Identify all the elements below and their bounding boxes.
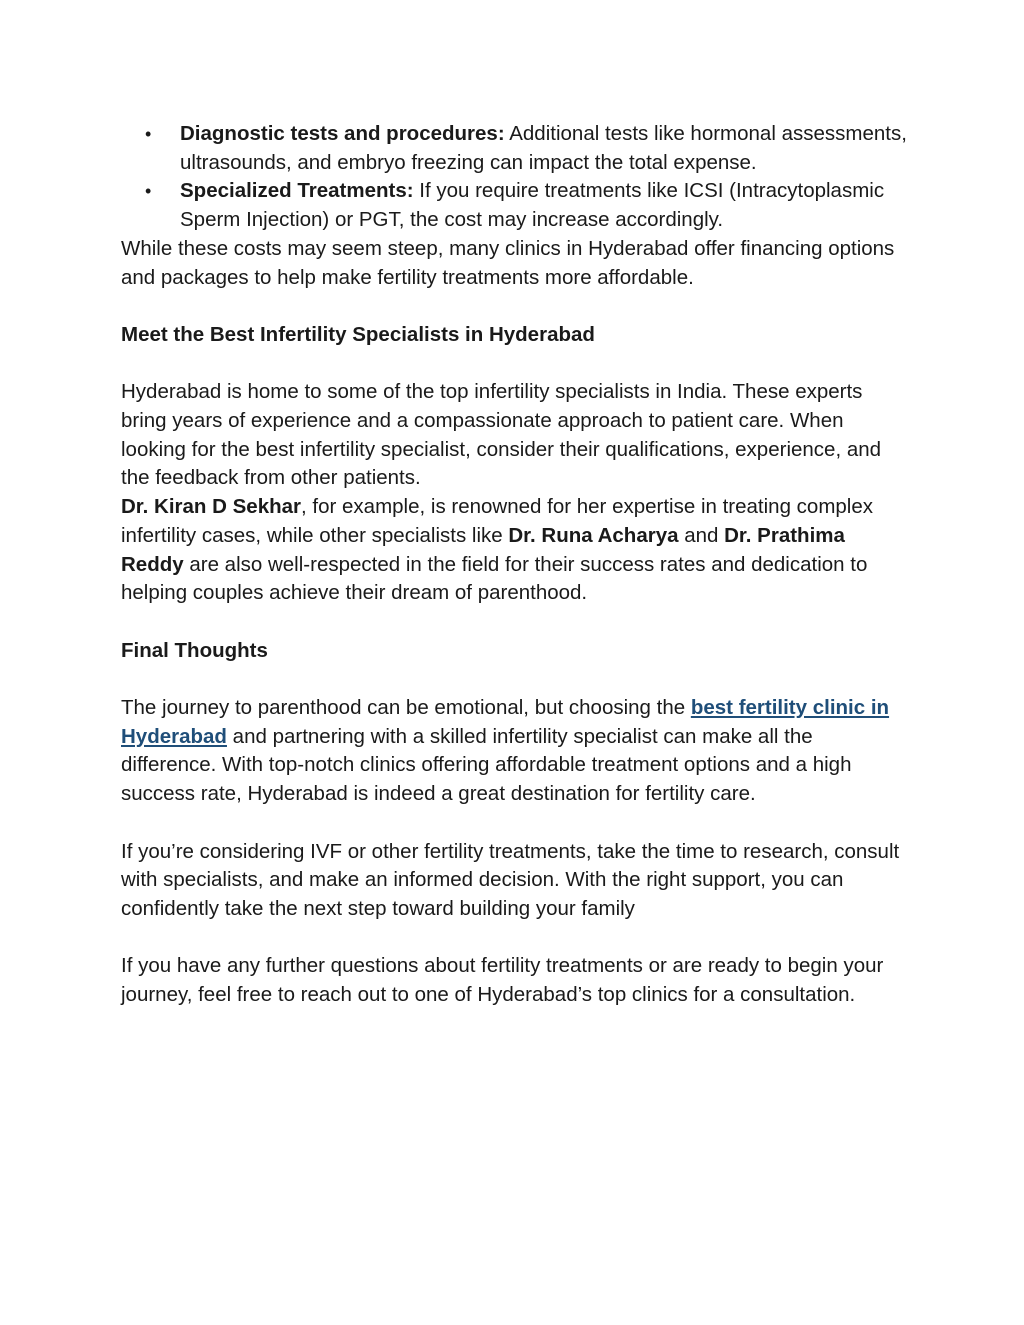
spacer: [121, 924, 911, 953]
specialists-intro-paragraph: Hyderabad is home to some of the top infertility specialists in India. These experts bring years of experience and a compassionate approach to patient care. When looking for the best infertility specialist, consider their qualifications, experience, and the feedback from other patients.: [121, 380, 882, 490]
specialists-heading: Meet the Best Infertility Specialists in Hyderabad: [121, 322, 595, 346]
final-thoughts-heading: Final Thoughts: [121, 638, 268, 662]
document-page: [121, 120, 911, 1010]
paragraph-text: and: [678, 523, 725, 547]
doctor-name: Dr. Runa Acharya: [508, 523, 679, 547]
spacer: [121, 608, 911, 637]
paragraph-text: and partnering with a skilled infertility specialist can make all the difference. With top-notch clinics offering affordable treatment options and a high success rate, Hyderabad is indeed a great destination for fertility care.: [121, 724, 852, 806]
cost-factors-list: [121, 120, 911, 235]
spacer: [121, 665, 911, 694]
specialists-doctors-paragraph: [121, 493, 911, 608]
list-item-title: Specialized Treatments:: [180, 179, 414, 203]
spacer: [121, 809, 911, 838]
list-item: [145, 120, 911, 177]
bullet-icon: •: [145, 181, 152, 202]
final-paragraph-1: [121, 694, 911, 809]
final-paragraph-3: If you have any further questions about fertility treatments or are ready to begin your journey, feel free to reach out to one of Hyderabad’s top clinics for a consultation.: [121, 954, 884, 1006]
doctor-name: Dr. Prathima Reddy: [121, 523, 845, 576]
final-paragraph-2: If you’re considering IVF or other fertility treatments, take the time to research, consult with specialists, and make an informed decision. With the right support, you can confidently take the next step toward building your family: [121, 839, 900, 920]
doctor-name: Dr. Kiran D Sekhar: [121, 495, 302, 519]
list-item-text: Additional tests like hormonal assessments, ultrasounds, and embryo freezing can impact the total expense.: [180, 122, 907, 174]
paragraph-text: are also well-respected in the field for their success rates and dedication to helping couples achieve their dream of parenthood.: [121, 552, 868, 605]
bullet-icon: •: [145, 124, 152, 144]
list-item-text: If you require treatments like ICSI (Intracytoplasmic Sperm Injection) or PGT, the cost may increase accordingly.: [180, 179, 885, 232]
list-item-title: Diagnostic tests and procedures:: [180, 122, 505, 145]
list-item: [145, 177, 911, 234]
best-fertility-clinic-link[interactable]: best fertility clinic in Hyderabad: [121, 696, 890, 748]
costs-paragraph: While these costs may seem steep, many clinics in Hyderabad offer financing options and packages to help make fertility treatments more affordable.: [121, 236, 895, 289]
paragraph-text: , for example, is renowned for her expertise in treating complex infertility cases, while other specialists like: [121, 495, 874, 547]
spacer: [121, 350, 911, 379]
spacer: [121, 292, 911, 321]
paragraph-text: The journey to parenthood can be emotional, but choosing the: [121, 696, 691, 719]
